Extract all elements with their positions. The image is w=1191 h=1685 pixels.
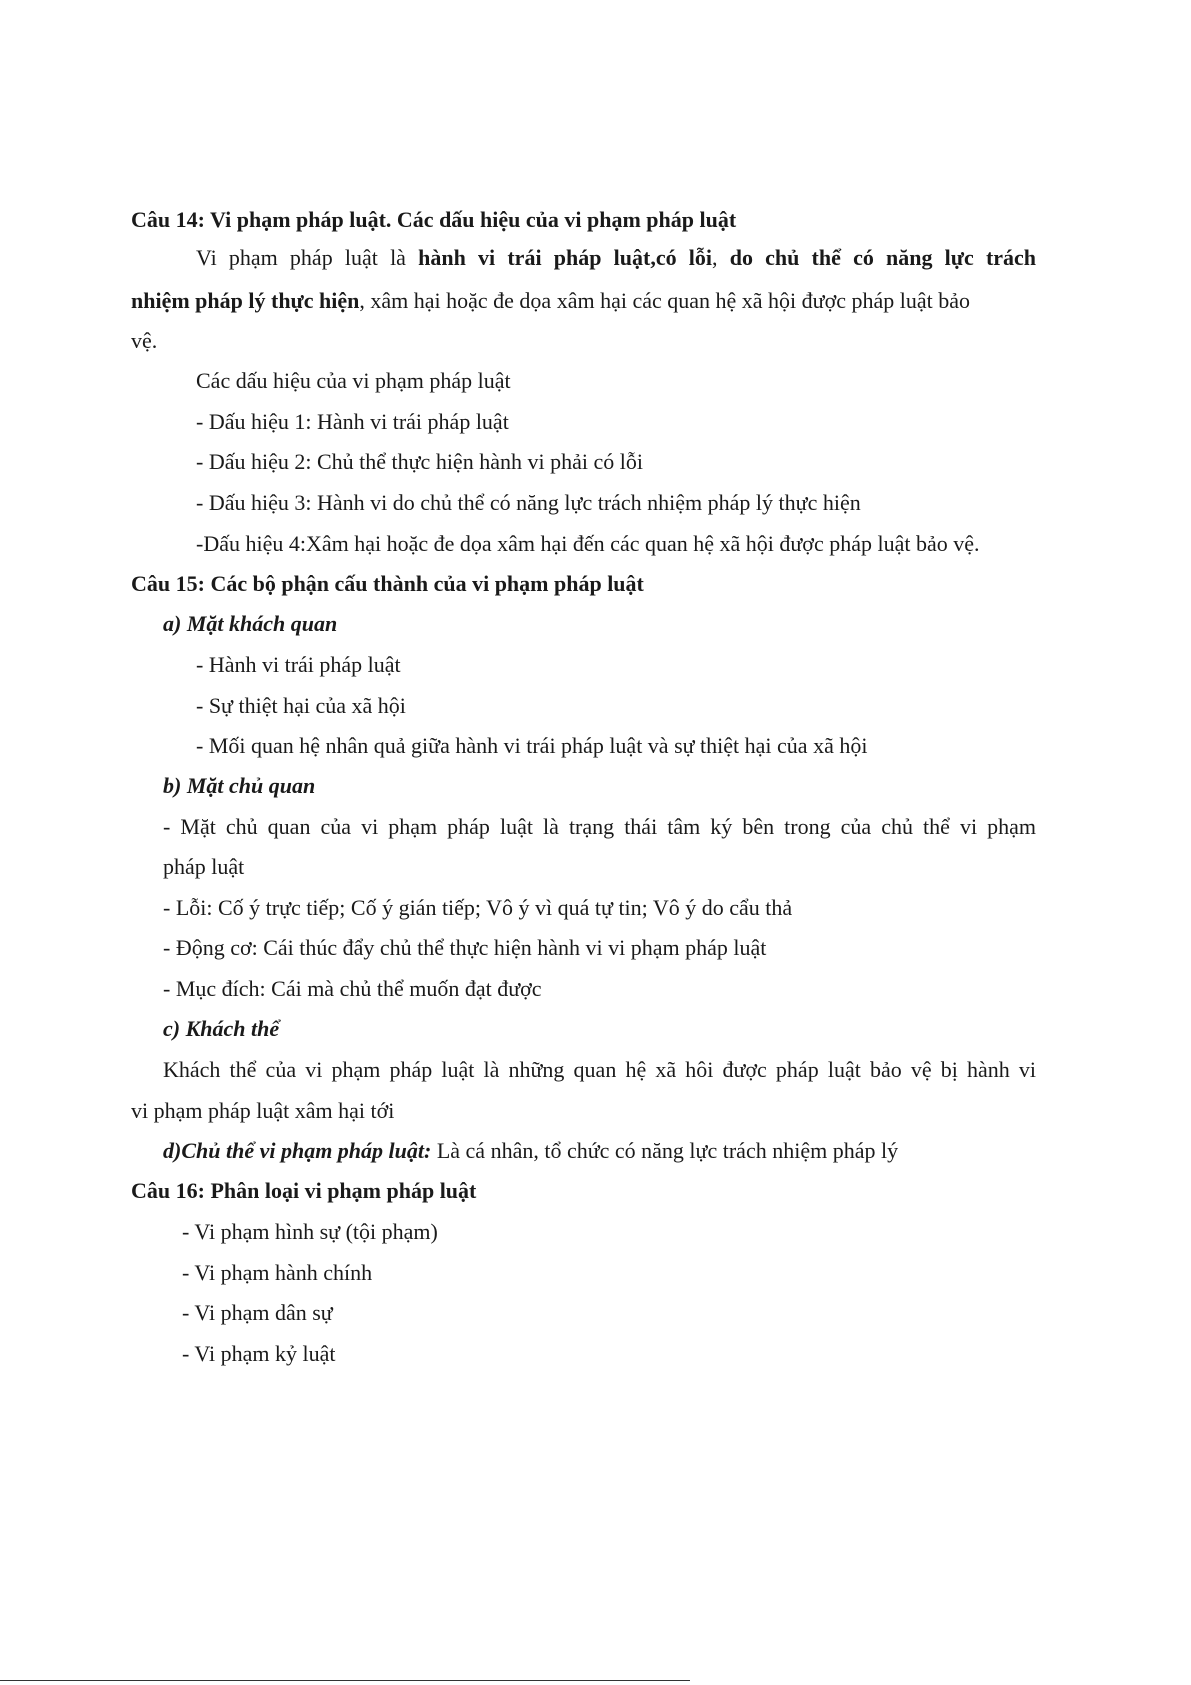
q14-sign-1: - Dấu hiệu 1: Hành vi trái pháp luật: [196, 409, 509, 434]
q15-section-a-title: a) Mặt khách quan: [163, 611, 338, 636]
q15-section-d-text: Là cá nhân, tổ chức có năng lực trách nhiệm pháp lý: [431, 1138, 899, 1163]
question-14-heading: Câu 14: Vi phạm pháp luật. Các dấu hiệu của vi phạm pháp luật: [131, 207, 737, 232]
q15-a-item: - Mối quan hệ nhân quả giữa hành vi trái pháp luật và sự thiệt hại của xã hội: [196, 733, 868, 758]
question-15-heading: Câu 15: Các bộ phận cấu thành của vi phạm pháp luật: [131, 571, 644, 596]
q15-a-item: - Sự thiệt hại của xã hội: [196, 693, 406, 718]
q15-b-item: - Động cơ: Cái thúc đẩy chủ thể thực hiện hành vi vi phạm pháp luật: [163, 935, 767, 960]
q15-section-b-title: b) Mặt chủ quan: [163, 773, 316, 798]
q14-definition-line-3: vệ.: [131, 328, 158, 353]
q16-item: - Vi phạm kỷ luật: [182, 1341, 336, 1366]
q15-c-definition-line-2: vi phạm pháp luật xâm hại tới: [131, 1098, 395, 1123]
q14-definition-line-1: Vi phạm pháp luật là hành vi trái pháp luật,có lỗi, do chủ thể có năng lực trách: [196, 245, 1037, 270]
q14-sign-4: -Dấu hiệu 4:Xâm hại hoặc đe dọa xâm hại đến các quan hệ xã hội được pháp luật bảo vệ.: [196, 531, 980, 556]
q15-section-c-title: c) Khách thể: [163, 1016, 280, 1041]
question-16-heading: Câu 16: Phân loại vi phạm pháp luật: [131, 1178, 477, 1203]
q15-b-definition-line-2: pháp luật: [163, 854, 245, 879]
q14-sign-2: - Dấu hiệu 2: Chủ thể thực hiện hành vi phải có lỗi: [196, 449, 643, 474]
q15-c-definition-line-1: Khách thể của vi phạm pháp luật là những quan hệ xã hôi được pháp luật bảo vệ bị hành vi: [163, 1057, 1036, 1082]
q16-item: - Vi phạm hành chính: [182, 1260, 373, 1285]
q15-b-item: - Mục đích: Cái mà chủ thể muốn đạt được: [163, 976, 542, 1001]
q14-signs-title: Các dấu hiệu của vi phạm pháp luật: [196, 368, 511, 393]
q15-b-item: - Lỗi: Cố ý trực tiếp; Cố ý gián tiếp; Vô ý vì quá tự tin; Vô ý do cẩu thả: [163, 895, 793, 920]
q14-sign-3: - Dấu hiệu 3: Hành vi do chủ thể có năng lực trách nhiệm pháp lý thực hiện: [196, 490, 861, 515]
footer-rule: [0, 1680, 690, 1681]
q15-a-item: - Hành vi trái pháp luật: [196, 652, 401, 677]
q15-section-d: [163, 1137, 898, 1165]
q15-b-definition-line-1: - Mặt chủ quan của vi phạm pháp luật là trạng thái tâm ký bên trong của chủ thể vi phạm: [163, 814, 1036, 839]
q16-item: - Vi phạm dân sự: [182, 1300, 333, 1325]
q14-definition-line-2: nhiệm pháp lý thực hiện, xâm hại hoặc đe dọa xâm hại các quan hệ xã hội được pháp luật bảo: [131, 288, 970, 313]
q15-section-d-title: d)Chủ thể vi phạm pháp luật:: [163, 1138, 432, 1163]
q16-item: - Vi phạm hình sự (tội phạm): [182, 1219, 438, 1244]
